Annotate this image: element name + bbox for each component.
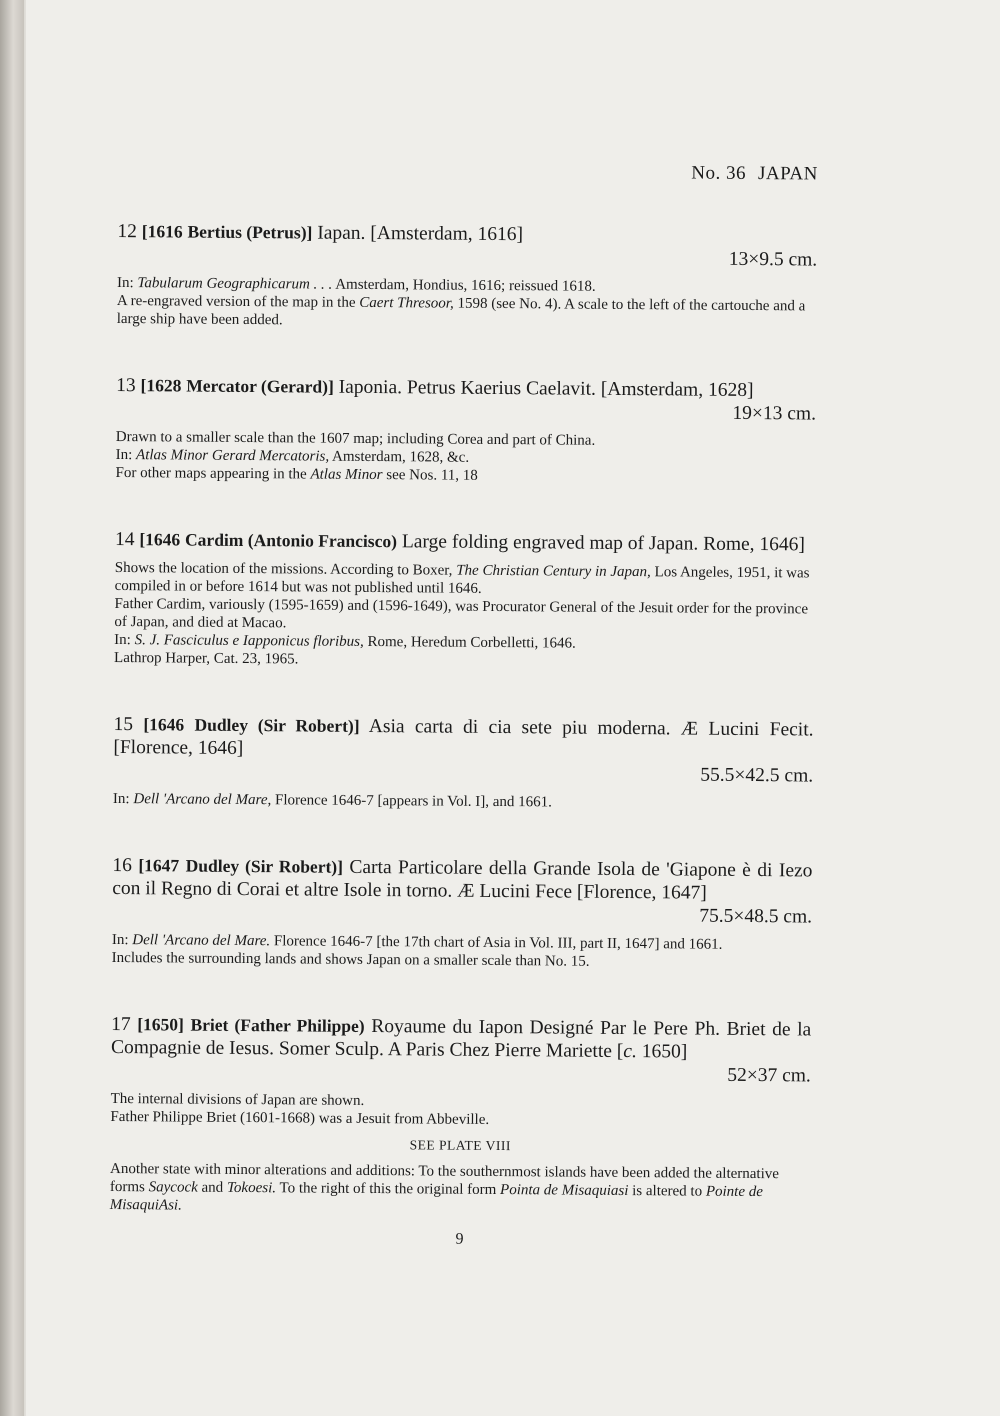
entry-date: [1650] xyxy=(137,1014,185,1035)
map-title: Large folding engraved map of Japan. Rome, 1646] xyxy=(401,531,806,556)
entry-heading xyxy=(112,854,813,928)
entry-heading xyxy=(113,713,814,787)
entry-date: [1646 xyxy=(143,714,185,735)
entry-author: Dudley (Sir Robert)] xyxy=(185,855,344,877)
map-dimensions: 13×9.5 cm. xyxy=(728,248,818,271)
entry-number: 16 xyxy=(112,854,133,877)
note-italic: Atlas Minor xyxy=(310,466,383,484)
source-title: Atlas Minor Gerard Mercatoris, xyxy=(136,447,330,465)
entry-notes xyxy=(114,559,815,672)
entry-number: 17 xyxy=(111,1013,131,1036)
source-details: Florence 1646-7 [appears in Vol. I], and 1661. xyxy=(271,792,552,811)
source-title: Tabularum Geographicarum . . . xyxy=(137,275,333,293)
note-italic: The Christian Century in Japan, xyxy=(456,562,651,581)
map-title: Royaume du Iapon Designé Par le Pere Ph. Briet de la Compagnie de Iesus. Somer Sculp. A Paris Chez Pierre Mariette [ xyxy=(110,1016,812,1062)
source-details: Florence 1646-7 [the 17th chart of Asia in Vol. III, part II, 1647] and 1661. xyxy=(270,933,723,953)
source-line xyxy=(113,790,813,813)
entry-author: Dudley (Sir Robert)] xyxy=(194,714,360,736)
running-head xyxy=(118,158,818,185)
note-italic: Saycock xyxy=(148,1179,198,1196)
page-number: 9 xyxy=(455,1230,464,1248)
source-details: Amsterdam, 1628, &c. xyxy=(329,448,470,466)
entry-author: Mercator (Gerard)] xyxy=(186,375,334,397)
note-italic: Pointe de MisaquiAsi. xyxy=(109,1183,764,1214)
entry-heading xyxy=(117,220,817,271)
entry-notes xyxy=(117,274,817,333)
note-text: To the right of this the original form xyxy=(275,1180,501,1199)
note-text: Los Angeles, 1951, it was compiled in or before 1614 but was not published until 1646. xyxy=(114,564,810,597)
map-title: Carta Particolare della Grande Isola de 'Giapone è di Iezo con il Regno di Corai et altre Isole in torno. Æ Lucini Fece [Florence, 1647] xyxy=(112,856,813,904)
entry-date: [1647 xyxy=(138,855,180,876)
note-text: For other maps appearing in the xyxy=(115,464,311,483)
note: Drawn to a smaller scale than the 1607 map; including Corea and part of China. xyxy=(115,428,596,449)
entry-number: 12 xyxy=(117,220,138,243)
entry-date: [1616 xyxy=(141,221,183,242)
entry-author: Briet (Father Philippe) xyxy=(190,1014,365,1036)
note: Father Philippe Briet (1601-1668) was a Jesuit from Abbeville. xyxy=(110,1108,490,1128)
entry-heading xyxy=(111,1013,812,1087)
note-text: A re-engraved version of the map in the xyxy=(116,292,360,311)
note-text: 1598 (see No. 4). A scale to the left of the cartouche and a large ship have been added. xyxy=(116,295,806,329)
map-dimensions: 19×13 cm. xyxy=(732,402,817,425)
map-dimensions: 75.5×48.5 cm. xyxy=(699,905,813,928)
source-title: Dell 'Arcano del Mare. xyxy=(132,932,271,950)
source-details: Amsterdam, Hondius, 1616; reissued 1618. xyxy=(332,276,596,295)
in-label: In: xyxy=(114,631,131,649)
note: Includes the surrounding lands and shows Japan on a smaller scale than No. 15. xyxy=(111,949,590,970)
source-details: Rome, Heredum Corbelletti, 1646. xyxy=(363,633,576,652)
note-text: Shows the location of the missions. According to Boxer, xyxy=(114,559,457,579)
entry-number: 14 xyxy=(114,528,135,551)
book-page xyxy=(26,0,1000,1416)
entry-date: [1628 xyxy=(140,375,182,396)
entry-author: Bertius (Petrus)] xyxy=(187,221,313,243)
entry-13 xyxy=(115,374,816,487)
note-italic: Caert Thresoor, xyxy=(359,294,454,312)
note-italic: Pointa de Misaquiasi xyxy=(500,1182,629,1200)
entry-14 xyxy=(114,528,815,672)
entry-15 xyxy=(113,713,814,813)
entry-notes xyxy=(113,790,813,813)
entry-heading xyxy=(115,528,815,556)
map-title: Iaponia. Petrus Kaerius Caelavit. [Amsterdam, 1628] xyxy=(338,376,754,401)
catalogue-reference: Lathrop Harper, Cat. 23, 1965. xyxy=(114,649,299,668)
entry-12 xyxy=(117,220,818,333)
map-dimensions: 52×37 cm. xyxy=(727,1064,811,1087)
section-title: JAPAN xyxy=(757,163,818,185)
note-text: see Nos. 11, 18 xyxy=(382,467,478,484)
entry-heading xyxy=(116,374,816,425)
note xyxy=(115,559,815,600)
note: The internal divisions of Japan are shown. xyxy=(110,1090,365,1109)
map-dimensions: 55.5×42.5 cm. xyxy=(700,764,814,787)
map-title: Iapan. [Amsterdam, 1616] xyxy=(317,222,524,246)
source-title: S. J. Fasciculus e Iapponicus floribus, xyxy=(134,632,364,650)
plate-reference: SEE PLATE VIII xyxy=(409,1137,511,1154)
state-note xyxy=(110,1160,810,1219)
note-text: is altered to xyxy=(628,1183,706,1200)
map-title-italic: c. xyxy=(623,1040,637,1063)
source-title: Dell 'Arcano del Mare, xyxy=(133,791,272,809)
section-number: No. 36 xyxy=(691,162,747,184)
entry-number: 15 xyxy=(113,713,134,736)
in-label: In: xyxy=(115,446,133,464)
map-title-end: 1650] xyxy=(636,1041,688,1063)
entry-notes xyxy=(115,428,815,487)
in-label: In: xyxy=(111,931,129,949)
book-gutter xyxy=(0,0,24,1416)
entry-notes xyxy=(110,1090,811,1219)
page-content xyxy=(109,158,818,1251)
note-text: and xyxy=(197,1179,228,1196)
entry-17 xyxy=(110,1013,812,1219)
entry-author: Cardim (Antonio Francisco) xyxy=(185,529,398,552)
note-text: Another state with minor alterations and additions: To the southernmost islands have been added the alternative forms xyxy=(109,1160,780,1196)
map-title: Asia carta di cia sete piu moderna. Æ Lucini Fecit. [Florence, 1646] xyxy=(113,715,814,760)
entry-16 xyxy=(112,854,813,972)
in-label: In: xyxy=(116,274,134,292)
in-label: In: xyxy=(112,790,130,808)
entry-number: 13 xyxy=(116,374,136,397)
note-italic: Tokoesi. xyxy=(226,1179,277,1197)
entry-date: [1646 xyxy=(139,529,181,550)
entry-notes xyxy=(112,931,812,972)
note xyxy=(117,292,817,333)
note: Father Cardim, variously (1595-1659) and (1596-1649), was Procurator General of the Jesuit order for the province of Japan, and died at Macao. xyxy=(114,595,809,632)
